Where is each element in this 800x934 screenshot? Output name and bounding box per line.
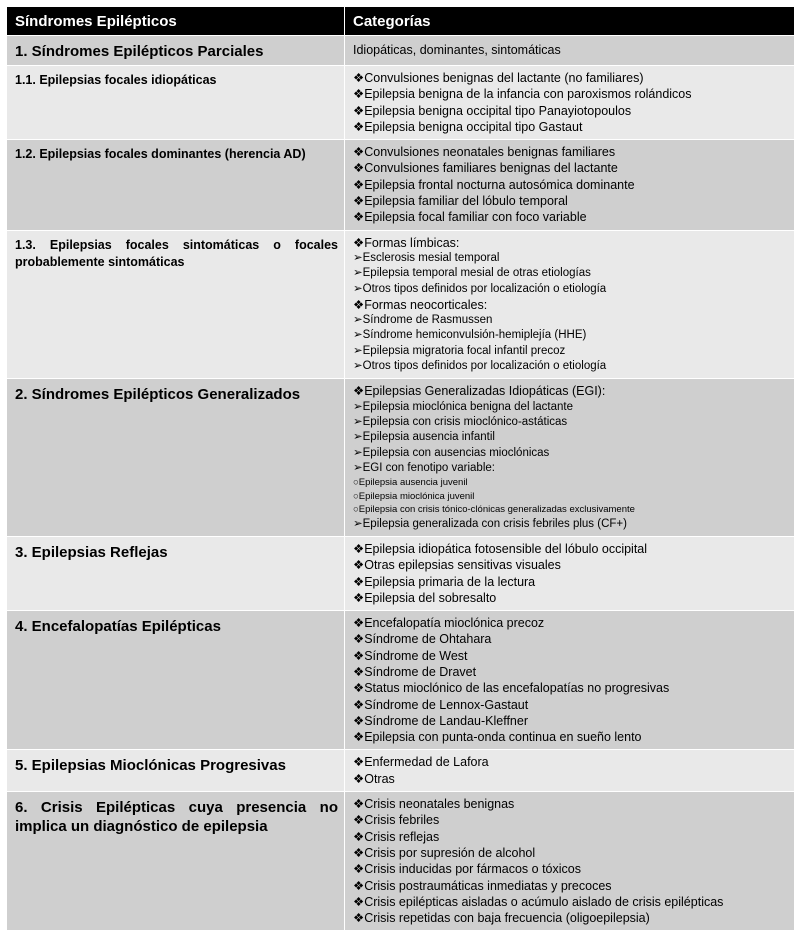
- category-item: [353, 541, 788, 557]
- table-header-row: [7, 7, 795, 36]
- category-item: [353, 70, 788, 86]
- category-text: Síndrome de West: [364, 648, 468, 663]
- section-title: 1. Síndromes Epilépticos Parciales: [15, 43, 264, 60]
- syndrome-cell: [7, 140, 345, 230]
- section-title: 2. Síndromes Epilépticos Generalizados: [15, 386, 301, 404]
- table-row: [7, 140, 795, 230]
- table-row: [7, 66, 795, 140]
- category-text: Epilepsia benigna occipital tipo Panayiotopoulos: [364, 103, 632, 118]
- category-text: Status mioclónico de las encefalopatías no progresivas: [364, 681, 670, 696]
- category-item: [353, 796, 788, 812]
- category-text: Síndrome de Lennox-Gastaut: [364, 697, 529, 712]
- category-item: [353, 845, 788, 861]
- table-row: [7, 536, 795, 610]
- category-text: Epilepsia con punta-onda continua en sueño lento: [364, 730, 642, 745]
- syndrome-cell: [7, 230, 345, 379]
- category-item: [353, 209, 788, 225]
- category-item: [353, 812, 788, 828]
- category-text: Crisis por supresión de alcohol: [364, 845, 536, 860]
- category-item: [353, 713, 788, 729]
- syndrome-cell: [7, 750, 345, 792]
- category-item: [353, 103, 788, 119]
- category-item: [353, 476, 788, 490]
- bullet-icon: ❖: [353, 862, 365, 877]
- table-row: [7, 379, 795, 537]
- bullet-icon: ❖: [353, 797, 365, 812]
- category-text: Síndrome de Rasmussen: [362, 314, 493, 327]
- bullet-icon: ❖: [353, 558, 365, 573]
- table-row: [7, 792, 795, 931]
- bullet-icon: ○: [353, 490, 359, 502]
- category-text: Epilepsia mioclónica juvenil: [358, 490, 475, 502]
- bullet-icon: ❖: [353, 616, 365, 631]
- category-item: [353, 235, 788, 251]
- category-item: [353, 861, 788, 877]
- category-item: [353, 754, 788, 770]
- category-text: Epilepsia benigna occipital tipo Gastaut: [364, 119, 583, 134]
- category-item: [353, 490, 788, 504]
- category-item: [353, 517, 788, 532]
- category-item: [353, 86, 788, 102]
- bullet-icon: ❖: [353, 71, 365, 85]
- category-item: [353, 266, 788, 281]
- bullet-icon: ❖: [353, 541, 365, 556]
- category-item: [353, 894, 788, 910]
- category-text: Epilepsias Generalizadas Idiopáticas (EGI):: [364, 384, 606, 399]
- category-item: [353, 446, 788, 461]
- categories-cell: [345, 66, 795, 140]
- syndrome-cell: [7, 792, 345, 931]
- categories-cell: [345, 140, 795, 230]
- category-text: Epilepsia del sobresalto: [364, 590, 497, 605]
- section-title: 6. Crisis Epilépticas cuya presencia no implica un diagnóstico de epilepsia: [15, 799, 338, 836]
- bullet-icon: ❖: [353, 210, 365, 225]
- bullet-icon: ❖: [353, 713, 365, 728]
- bullet-icon: ❖: [353, 574, 365, 589]
- bullet-icon: ❖: [353, 755, 365, 770]
- bullet-icon: ❖: [353, 730, 365, 745]
- category-item: [353, 144, 788, 160]
- categories-cell: [345, 379, 795, 537]
- bullet-icon: ❖: [353, 894, 365, 909]
- category-item: [353, 251, 788, 266]
- category-text: Epilepsia ausencia juvenil: [358, 477, 468, 489]
- bullet-icon: ❖: [353, 697, 365, 712]
- category-item: [353, 664, 788, 680]
- bullet-icon: ❖: [353, 681, 365, 696]
- subsection-title: 1.3. Epilepsias focales sintomáticas o focales probablemente sintomáticas: [15, 237, 338, 269]
- category-text: Epilepsia benigna de la infancia con paroxismos rolándicos: [364, 87, 692, 102]
- bullet-icon: ➢: [353, 415, 363, 428]
- category-text: Epilepsia frontal nocturna autosómica dominante: [364, 177, 635, 192]
- category-item: [353, 878, 788, 894]
- category-item: [353, 328, 788, 343]
- bullet-icon: ➢: [353, 251, 363, 264]
- category-summary: Idiopáticas, dominantes, sintomáticas: [353, 43, 561, 57]
- categories-cell: [345, 230, 795, 379]
- bullet-icon: ❖: [353, 590, 365, 605]
- table-row: [7, 36, 795, 66]
- bullet-icon: ❖: [353, 194, 365, 209]
- bullet-icon: ❖: [353, 665, 365, 679]
- category-text: Síndrome de Dravet: [364, 665, 477, 679]
- category-text: Otras epilepsias sensitivas visuales: [364, 558, 561, 573]
- category-text: Esclerosis mesial temporal: [362, 251, 500, 264]
- bullet-icon: ➢: [353, 329, 363, 342]
- category-item: [353, 461, 788, 476]
- category-text: Crisis reflejas: [364, 829, 440, 844]
- category-item: [353, 193, 788, 209]
- category-text: Formas neocorticales:: [364, 297, 488, 312]
- bullet-icon: ❖: [353, 297, 365, 312]
- categories-cell: [345, 36, 795, 66]
- category-item: [353, 574, 788, 590]
- bullet-icon: ❖: [353, 177, 365, 192]
- category-text: Síndrome hemiconvulsión-hemiplejía (HHE): [362, 329, 587, 342]
- category-item: [353, 415, 788, 430]
- category-text: Epilepsia primaria de la lectura: [364, 574, 536, 589]
- syndrome-cell: [7, 611, 345, 750]
- syndrome-cell: [7, 379, 345, 537]
- category-item: [353, 400, 788, 415]
- section-title: 3. Epilepsias Reflejas: [15, 543, 168, 561]
- syndromes-table: [6, 6, 795, 931]
- section-title: 4. Encefalopatías Epilépticas: [15, 618, 221, 636]
- category-text: Convulsiones familiares benignas del lactante: [364, 161, 618, 176]
- category-item: [353, 615, 788, 631]
- category-text: Crisis neonatales benignas: [364, 797, 515, 812]
- category-item: [353, 557, 788, 573]
- table-row: [7, 750, 795, 792]
- category-item: [353, 648, 788, 664]
- category-item: [353, 177, 788, 193]
- category-item: [353, 729, 788, 745]
- category-text: Otros tipos definidos por localización o etiología: [362, 360, 607, 373]
- category-text: Crisis epilépticas aisladas o acúmulo aislado de crisis epilépticas: [364, 894, 724, 909]
- bullet-icon: ❖: [353, 911, 365, 926]
- bullet-icon: ❖: [353, 103, 365, 118]
- header-categories: Categorías: [345, 7, 795, 36]
- category-text: Epilepsia mioclónica benigna del lactante: [362, 400, 573, 413]
- category-text: Síndrome de Ohtahara: [364, 632, 492, 647]
- category-item: [353, 680, 788, 696]
- category-text: Epilepsia temporal mesial de otras etiologías: [362, 267, 591, 280]
- header-syndromes: Síndromes Epilépticos: [7, 7, 345, 36]
- bullet-icon: ❖: [353, 119, 365, 134]
- category-item: [353, 631, 788, 647]
- category-item: [353, 313, 788, 328]
- bullet-icon: ○: [353, 477, 359, 489]
- bullet-icon: ○: [353, 504, 359, 516]
- category-text: Epilepsia generalizada con crisis febriles plus (CF+): [362, 517, 627, 530]
- category-item: [353, 590, 788, 606]
- bullet-icon: ❖: [353, 878, 365, 893]
- bullet-icon: ➢: [353, 344, 363, 357]
- bullet-icon: ❖: [353, 632, 365, 647]
- bullet-icon: ➢: [353, 517, 363, 530]
- category-text: Crisis inducidas por fármacos o tóxicos: [364, 862, 581, 877]
- syndrome-cell: [7, 36, 345, 66]
- category-item: [353, 771, 788, 787]
- category-text: Epilepsia focal familiar con foco variable: [364, 210, 587, 225]
- syndromes-table-container: [6, 6, 794, 931]
- bullet-icon: ➢: [353, 360, 363, 373]
- category-item: [353, 359, 788, 374]
- bullet-icon: ❖: [353, 145, 365, 160]
- category-text: Crisis repetidas con baja frecuencia (oligoepilepsia): [364, 911, 650, 926]
- bullet-icon: ❖: [353, 771, 365, 786]
- category-text: Otras: [364, 771, 395, 786]
- bullet-icon: ❖: [353, 829, 365, 844]
- category-text: Convulsiones neonatales benignas familiares: [364, 145, 616, 160]
- categories-cell: [345, 536, 795, 610]
- bullet-icon: ❖: [353, 648, 365, 663]
- category-text: Otros tipos definidos por localización o etiología: [362, 282, 607, 295]
- bullet-icon: ➢: [353, 431, 363, 444]
- category-item: [353, 697, 788, 713]
- bullet-icon: ➢: [353, 400, 363, 413]
- category-item: [353, 383, 788, 399]
- categories-cell: [345, 750, 795, 792]
- category-text: Epilepsia migratoria focal infantil precoz: [362, 344, 566, 357]
- category-text: Encefalopatía mioclónica precoz: [364, 616, 545, 631]
- category-item: [353, 119, 788, 135]
- category-item: [353, 297, 788, 313]
- section-title: 5. Epilepsias Mioclónicas Progresivas: [15, 757, 286, 775]
- category-text: Epilepsia con ausencias mioclónicas: [362, 446, 550, 459]
- category-text: Enfermedad de Lafora: [364, 755, 489, 770]
- category-item: [353, 344, 788, 359]
- table-row: [7, 230, 795, 379]
- category-text: Crisis febriles: [364, 813, 440, 828]
- category-item: [353, 503, 788, 517]
- category-item: [353, 910, 788, 926]
- categories-cell: [345, 792, 795, 931]
- category-text: Formas límbicas:: [364, 235, 460, 250]
- category-text: Epilepsia familiar del lóbulo temporal: [364, 194, 568, 209]
- bullet-icon: ➢: [353, 461, 363, 474]
- category-text: Epilepsia con crisis tónico-clónicas generalizadas exclusivamente: [358, 504, 635, 516]
- category-text: Epilepsia con crisis mioclónico-astáticas: [362, 415, 568, 428]
- category-item: [353, 430, 788, 445]
- category-item: [353, 160, 788, 176]
- syndrome-cell: [7, 536, 345, 610]
- bullet-icon: ➢: [353, 446, 363, 459]
- bullet-icon: ➢: [353, 314, 363, 327]
- category-text: Convulsiones benignas del lactante (no familiares): [364, 71, 644, 85]
- bullet-icon: ❖: [353, 384, 365, 399]
- bullet-icon: ❖: [353, 845, 365, 860]
- subsection-title: 1.1. Epilepsias focales idiopáticas: [15, 73, 217, 87]
- category-item: [353, 282, 788, 297]
- bullet-icon: ❖: [353, 813, 365, 828]
- syndrome-cell: [7, 66, 345, 140]
- subsection-title: 1.2. Epilepsias focales dominantes (herencia AD): [15, 147, 306, 162]
- bullet-icon: ➢: [353, 267, 363, 280]
- bullet-icon: ❖: [353, 235, 365, 250]
- table-body: [7, 36, 795, 931]
- table-row: [7, 611, 795, 750]
- category-text: Síndrome de Landau-Kleffner: [364, 713, 528, 728]
- bullet-icon: ❖: [353, 161, 365, 176]
- category-text: EGI con fenotipo variable:: [362, 461, 495, 474]
- bullet-icon: ➢: [353, 282, 363, 295]
- categories-cell: [345, 611, 795, 750]
- category-text: Epilepsia idiopática fotosensible del lóbulo occipital: [364, 541, 648, 556]
- category-text: Epilepsia ausencia infantil: [362, 431, 495, 444]
- category-text: Crisis postraumáticas inmediatas y precoces: [364, 878, 612, 893]
- category-item: [353, 829, 788, 845]
- bullet-icon: ❖: [353, 87, 365, 102]
